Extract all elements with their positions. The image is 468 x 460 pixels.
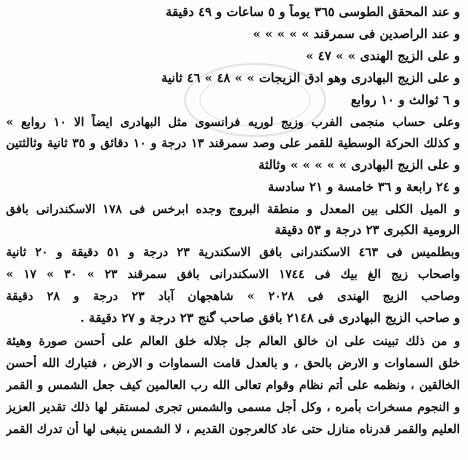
text-line-2: و عند الراصدين فى سمرقند » » » » » xyxy=(252,26,460,41)
text-line-9: و ٢٤ رابعة و ٣٦ خامسة و ٢١ سادسة xyxy=(267,179,460,194)
text-line-11: الرومية الكبرى ٢٣ درجة و ٥٣ دقيقة xyxy=(274,222,460,237)
text-line-14: وصاحب الزيج الهندى فى ٢٠٢٨ » شاهجهان آباد ٢٣ درجة و ٢٨ دقيقة xyxy=(6,289,460,303)
text-line-19: و النجوم مسخرات بأمره ، وكل أجل مسمى والشمس تجرى لمستقر لها ذلك تقدير العزيز xyxy=(6,400,460,414)
text-line-10: و الميل الكلى بين المعدل و منطقة البروج وجده ابرخس فى ١٧٨ الاسكندرانى بافق xyxy=(6,202,460,216)
text-line-7: و كذلك الحركة الوسطية للقمر على وصد سمرقند ١٣ درجة و ١٠ دقائق و ٣٥ ثانية وثالثتين xyxy=(6,136,460,150)
text-line-18: الخالقين ، ونظمه على أتم نظام وقوام تعالى الله رب العالمين كيف جعل الشمس و القمر xyxy=(6,378,460,392)
text-line-3: و على الزيج الهندى » » ٤٧ » xyxy=(305,48,460,63)
text-line-15: و صاحب الزيج البهادرى فى ٢١٤٨ بافق صاحب گنج ٢٣ درجة و ٢٧ دقيقة . xyxy=(80,310,460,325)
text-line-6: وعلى حساب منجمى الفرب وزيج لوريه فرانسوى مثل البهادرى ايضاً الا ١٠ روابع » xyxy=(6,115,460,129)
text-line-8: و على الزيج البهادرى » » » » » وثالثة xyxy=(258,157,460,172)
text-line-16: و من ذلك تبينت على ان خالق العالم جل جلاله خلق العالم على أحسن صورة وهيئة xyxy=(6,334,460,348)
text-line-1: و عند المحقق الطوسى ٣٦٥ يوماً و ٥ ساعات و ٤٩ دقيقة xyxy=(165,4,460,19)
text-line-20: العليم والقمر قدرناه منازل حتى عاد كالعرجون القديم ، لا الشمس ينبغى لها أن تدرك القمر xyxy=(6,422,460,436)
text-line-4: و على الزيج البهادرى وهو ادق الزيجات » » ٤٨ » ٤٦ ثانية xyxy=(161,70,460,85)
text-line-12: وبطلميس فى ٤٦٣ الاسكندرانى بافق الاسكندرية ٢٣ درجة و ٥١ دقيقة و ٢٠ ثانية xyxy=(6,245,460,259)
text-line-17: خلق السماوات و الارض بالحق ، و بالعدل قامت السماوات و الارض ، فتبارك الله أحسن xyxy=(6,356,460,370)
text-line-13: واصحاب زيج الغ بيك فى ١٧٤٤ الاسكندرانى بافق سمرقند ٢٣ » ٣٠ » ١٧ » xyxy=(6,267,460,281)
text-line-5: و ٦ ثوالث و ١٠ روابع xyxy=(350,92,460,107)
